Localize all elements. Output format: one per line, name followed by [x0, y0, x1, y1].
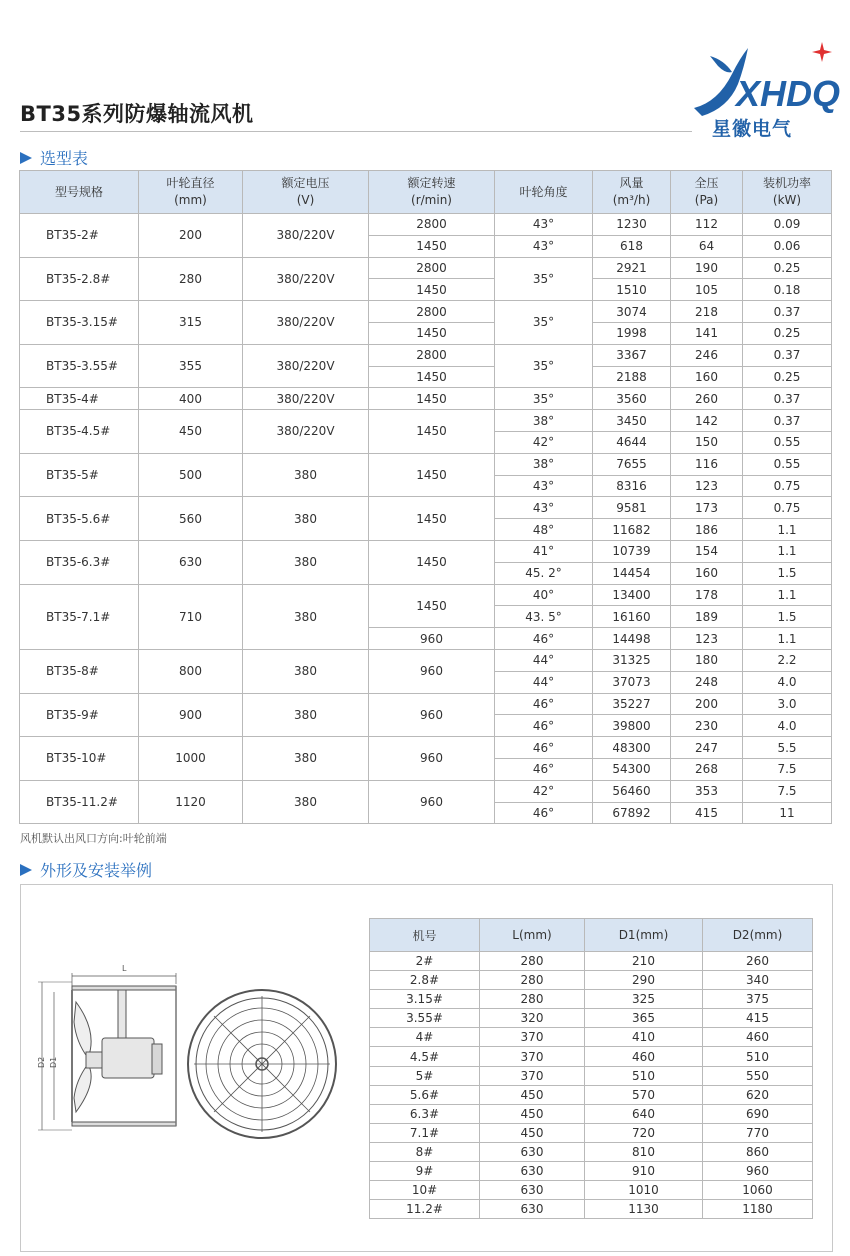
power-cell: 7.5 [743, 758, 832, 780]
angle-cell: 46° [495, 737, 593, 759]
voltage-cell: 380 [243, 584, 369, 649]
diameter-cell: 200 [139, 214, 243, 258]
pressure-cell: 180 [671, 649, 743, 671]
model-cell: BT35-3.15# [20, 301, 139, 345]
angle-cell: 43° [495, 497, 593, 519]
table-cell: 3.15# [370, 990, 480, 1009]
table-row [370, 1066, 813, 1085]
table-cell: 570 [585, 1085, 703, 1104]
angle-cell: 46° [495, 628, 593, 650]
flow-cell: 54300 [593, 758, 671, 780]
spec-table [19, 170, 832, 824]
page-title: BT35系列防爆轴流风机 [20, 102, 254, 126]
model-cell: BT35-6.3# [20, 540, 139, 584]
speed-cell: 1450 [369, 322, 495, 344]
power-cell: 4.0 [743, 671, 832, 693]
model-cell: BT35-4# [20, 388, 139, 410]
table-cell: 9# [370, 1162, 480, 1181]
angle-cell: 48° [495, 519, 593, 541]
table-row [20, 649, 832, 671]
angle-cell: 44° [495, 671, 593, 693]
speed-cell: 1450 [369, 584, 495, 628]
pressure-cell: 189 [671, 606, 743, 628]
voltage-cell: 380/220V [243, 410, 369, 454]
power-cell: 1.1 [743, 540, 832, 562]
table-cell: 365 [585, 1009, 703, 1028]
table-cell: 1060 [703, 1181, 813, 1200]
diameter-cell: 280 [139, 257, 243, 301]
flow-cell: 2921 [593, 257, 671, 279]
table-row [370, 1142, 813, 1161]
table-row [20, 737, 832, 759]
pressure-cell: 268 [671, 758, 743, 780]
speed-cell: 1450 [369, 453, 495, 497]
table-row [20, 257, 832, 279]
section-selection-label: 选型表 [40, 149, 89, 168]
table-row [370, 1028, 813, 1047]
speed-cell: 960 [369, 628, 495, 650]
table-cell: 320 [480, 1009, 585, 1028]
table-cell: 450 [480, 1104, 585, 1123]
table-cell: 8# [370, 1142, 480, 1161]
angle-cell: 35° [495, 344, 593, 388]
flow-cell: 48300 [593, 737, 671, 759]
flow-cell: 14454 [593, 562, 671, 584]
flow-cell: 9581 [593, 497, 671, 519]
power-cell: 0.25 [743, 322, 832, 344]
power-cell: 0.37 [743, 388, 832, 410]
table-cell: 2# [370, 952, 480, 971]
diameter-cell: 450 [139, 410, 243, 454]
table-cell: 770 [703, 1123, 813, 1142]
table-row [370, 1009, 813, 1028]
triangle-icon [20, 152, 32, 164]
diameter-cell: 315 [139, 301, 243, 345]
table-cell: 4# [370, 1028, 480, 1047]
model-cell: BT35-4.5# [20, 410, 139, 454]
power-cell: 0.25 [743, 366, 832, 388]
dim-header-row [370, 919, 813, 952]
model-cell: BT35-5.6# [20, 497, 139, 541]
angle-cell: 42° [495, 431, 593, 453]
voltage-cell: 380 [243, 540, 369, 584]
power-cell: 0.09 [743, 214, 832, 236]
pressure-cell: 246 [671, 344, 743, 366]
table-row [20, 344, 832, 366]
label-length: L [122, 964, 127, 973]
table-row [20, 453, 832, 475]
model-cell: BT35-2.8# [20, 257, 139, 301]
flow-cell: 39800 [593, 715, 671, 737]
table-cell: 450 [480, 1085, 585, 1104]
speed-cell: 960 [369, 693, 495, 737]
pressure-cell: 218 [671, 301, 743, 323]
angle-cell: 43° [495, 214, 593, 236]
angle-cell: 43. 5° [495, 606, 593, 628]
column-header: L(mm) [480, 919, 585, 952]
flow-cell: 4644 [593, 431, 671, 453]
speed-cell: 1450 [369, 279, 495, 301]
power-cell: 1.1 [743, 519, 832, 541]
speed-cell: 2800 [369, 301, 495, 323]
logo-lettering: XHDQ [736, 73, 841, 114]
angle-cell: 38° [495, 453, 593, 475]
table-cell: 1010 [585, 1181, 703, 1200]
table-row [20, 693, 832, 715]
table-row [20, 584, 832, 606]
power-cell: 0.37 [743, 301, 832, 323]
angle-cell: 46° [495, 802, 593, 824]
table-cell: 370 [480, 1066, 585, 1085]
table-cell: 260 [703, 952, 813, 971]
pressure-cell: 353 [671, 780, 743, 802]
fan-front-view [188, 990, 336, 1138]
pressure-cell: 64 [671, 235, 743, 257]
voltage-cell: 380 [243, 780, 369, 824]
table-cell: 690 [703, 1104, 813, 1123]
flow-cell: 11682 [593, 519, 671, 541]
column-header: 装机功率 (kW) [743, 171, 832, 214]
table-row [370, 1162, 813, 1181]
table-cell: 2.8# [370, 971, 480, 990]
table-cell: 290 [585, 971, 703, 990]
model-cell: BT35-10# [20, 737, 139, 781]
power-cell: 1.5 [743, 606, 832, 628]
angle-cell: 38° [495, 410, 593, 432]
flow-cell: 2188 [593, 366, 671, 388]
column-header: 叶轮角度 [495, 171, 593, 214]
table-row [370, 971, 813, 990]
pressure-cell: 260 [671, 388, 743, 410]
flow-cell: 67892 [593, 802, 671, 824]
power-cell: 0.18 [743, 279, 832, 301]
column-header: 型号规格 [20, 171, 139, 214]
table-cell: 460 [585, 1047, 703, 1066]
table-row [370, 1200, 813, 1219]
table-cell: 450 [480, 1123, 585, 1142]
table-cell: 340 [703, 971, 813, 990]
power-cell: 0.55 [743, 453, 832, 475]
pressure-cell: 142 [671, 410, 743, 432]
speed-cell: 960 [369, 737, 495, 781]
flow-cell: 7655 [593, 453, 671, 475]
angle-cell: 35° [495, 257, 593, 301]
angle-cell: 41° [495, 540, 593, 562]
pressure-cell: 190 [671, 257, 743, 279]
diameter-cell: 630 [139, 540, 243, 584]
pressure-cell: 415 [671, 802, 743, 824]
voltage-cell: 380 [243, 737, 369, 781]
column-header: D1(mm) [585, 919, 703, 952]
flow-cell: 14498 [593, 628, 671, 650]
label-d2: D2 [37, 1056, 46, 1068]
table-cell: 460 [703, 1028, 813, 1047]
table-cell: 810 [585, 1142, 703, 1161]
fan-drawing [36, 964, 336, 1152]
flow-cell: 1998 [593, 322, 671, 344]
power-cell: 0.55 [743, 431, 832, 453]
table-cell: 280 [480, 952, 585, 971]
table-cell: 510 [703, 1047, 813, 1066]
pressure-cell: 160 [671, 562, 743, 584]
flow-cell: 3367 [593, 344, 671, 366]
diameter-cell: 560 [139, 497, 243, 541]
voltage-cell: 380/220V [243, 301, 369, 345]
voltage-cell: 380 [243, 693, 369, 737]
fan-side-view [37, 964, 176, 1130]
voltage-cell: 380 [243, 649, 369, 693]
power-cell: 0.06 [743, 235, 832, 257]
table-cell: 280 [480, 990, 585, 1009]
power-cell: 0.37 [743, 344, 832, 366]
model-cell: BT35-3.55# [20, 344, 139, 388]
table-cell: 410 [585, 1028, 703, 1047]
pressure-cell: 186 [671, 519, 743, 541]
section-appearance [20, 858, 152, 881]
table-row [370, 1047, 813, 1066]
table-cell: 630 [480, 1181, 585, 1200]
angle-cell: 45. 2° [495, 562, 593, 584]
pressure-cell: 178 [671, 584, 743, 606]
pressure-cell: 230 [671, 715, 743, 737]
table-cell: 620 [703, 1085, 813, 1104]
model-cell: BT35-9# [20, 693, 139, 737]
table-cell: 325 [585, 990, 703, 1009]
angle-cell: 35° [495, 388, 593, 410]
diameter-cell: 355 [139, 344, 243, 388]
flow-cell: 35227 [593, 693, 671, 715]
model-cell: BT35-11.2# [20, 780, 139, 824]
voltage-cell: 380/220V [243, 388, 369, 410]
speed-cell: 2800 [369, 257, 495, 279]
title-divider [20, 131, 692, 132]
diameter-cell: 1000 [139, 737, 243, 781]
power-cell: 11 [743, 802, 832, 824]
table-row [20, 410, 832, 432]
table-cell: 210 [585, 952, 703, 971]
speed-cell: 1450 [369, 540, 495, 584]
flow-cell: 618 [593, 235, 671, 257]
table-cell: 375 [703, 990, 813, 1009]
table-row [370, 952, 813, 971]
angle-cell: 46° [495, 693, 593, 715]
voltage-cell: 380/220V [243, 257, 369, 301]
flow-cell: 8316 [593, 475, 671, 497]
pressure-cell: 200 [671, 693, 743, 715]
angle-cell: 46° [495, 715, 593, 737]
voltage-cell: 380/220V [243, 214, 369, 258]
voltage-cell: 380/220V [243, 344, 369, 388]
table-row [20, 388, 832, 410]
pressure-cell: 173 [671, 497, 743, 519]
flow-cell: 13400 [593, 584, 671, 606]
pressure-cell: 160 [671, 366, 743, 388]
table-cell: 3.55# [370, 1009, 480, 1028]
voltage-cell: 380 [243, 497, 369, 541]
pressure-cell: 247 [671, 737, 743, 759]
table-cell: 550 [703, 1066, 813, 1085]
power-cell: 0.25 [743, 257, 832, 279]
model-cell: BT35-2# [20, 214, 139, 258]
pressure-cell: 112 [671, 214, 743, 236]
flow-cell: 56460 [593, 780, 671, 802]
angle-cell: 46° [495, 758, 593, 780]
angle-cell: 40° [495, 584, 593, 606]
power-cell: 4.0 [743, 715, 832, 737]
table-cell: 630 [480, 1142, 585, 1161]
power-cell: 5.5 [743, 737, 832, 759]
table-cell: 510 [585, 1066, 703, 1085]
voltage-cell: 380 [243, 453, 369, 497]
speed-cell: 1450 [369, 410, 495, 454]
pressure-cell: 116 [671, 453, 743, 475]
table-cell: 5.6# [370, 1085, 480, 1104]
speed-cell: 2800 [369, 214, 495, 236]
flow-cell: 3450 [593, 410, 671, 432]
table-cell: 860 [703, 1142, 813, 1161]
table-row [20, 301, 832, 323]
table-row [20, 214, 832, 236]
table-cell: 280 [480, 971, 585, 990]
column-header: D2(mm) [703, 919, 813, 952]
pressure-cell: 105 [671, 279, 743, 301]
table-cell: 1180 [703, 1200, 813, 1219]
flow-cell: 1230 [593, 214, 671, 236]
dimension-table [369, 918, 813, 1219]
model-cell: BT35-7.1# [20, 584, 139, 649]
table-cell: 720 [585, 1123, 703, 1142]
flow-cell: 1510 [593, 279, 671, 301]
flow-cell: 10739 [593, 540, 671, 562]
speed-cell: 1450 [369, 366, 495, 388]
table-cell: 960 [703, 1162, 813, 1181]
table-cell: 370 [480, 1028, 585, 1047]
speed-cell: 1450 [369, 388, 495, 410]
speed-cell: 1450 [369, 235, 495, 257]
angle-cell: 43° [495, 475, 593, 497]
table-cell: 415 [703, 1009, 813, 1028]
table-cell: 7.1# [370, 1123, 480, 1142]
table-row [370, 1181, 813, 1200]
table-row [370, 1123, 813, 1142]
power-cell: 3.0 [743, 693, 832, 715]
power-cell: 7.5 [743, 780, 832, 802]
brand-name: 星徽电气 [712, 118, 793, 140]
angle-cell: 35° [495, 301, 593, 345]
flow-cell: 3074 [593, 301, 671, 323]
note-text: 风机默认出风口方向:叶轮前端 [20, 832, 167, 845]
section-selection [20, 146, 88, 169]
table-cell: 910 [585, 1162, 703, 1181]
diameter-cell: 710 [139, 584, 243, 649]
pressure-cell: 154 [671, 540, 743, 562]
diameter-cell: 800 [139, 649, 243, 693]
pressure-cell: 141 [671, 322, 743, 344]
column-header: 叶轮直径 (mm) [139, 171, 243, 214]
column-header: 全压 (Pa) [671, 171, 743, 214]
diameter-cell: 500 [139, 453, 243, 497]
flow-cell: 16160 [593, 606, 671, 628]
angle-cell: 42° [495, 780, 593, 802]
power-cell: 0.37 [743, 410, 832, 432]
table-cell: 1130 [585, 1200, 703, 1219]
table-row [370, 1104, 813, 1123]
flow-cell: 31325 [593, 649, 671, 671]
table-cell: 630 [480, 1162, 585, 1181]
column-header: 机号 [370, 919, 480, 952]
table-cell: 10# [370, 1181, 480, 1200]
label-d1: D1 [49, 1056, 58, 1068]
flow-cell: 37073 [593, 671, 671, 693]
power-cell: 0.75 [743, 475, 832, 497]
power-cell: 2.2 [743, 649, 832, 671]
power-cell: 1.1 [743, 584, 832, 606]
spec-header-row [20, 171, 832, 214]
speed-cell: 960 [369, 780, 495, 824]
column-header: 额定转速 (r/min) [369, 171, 495, 214]
column-header: 风量 (m³/h) [593, 171, 671, 214]
pressure-cell: 248 [671, 671, 743, 693]
table-row [20, 780, 832, 802]
power-cell: 0.75 [743, 497, 832, 519]
pressure-cell: 123 [671, 628, 743, 650]
pressure-cell: 150 [671, 431, 743, 453]
star-icon [812, 42, 832, 62]
table-row [370, 1085, 813, 1104]
table-cell: 640 [585, 1104, 703, 1123]
angle-cell: 44° [495, 649, 593, 671]
section-appearance-label: 外形及安装举例 [40, 861, 153, 880]
table-cell: 630 [480, 1200, 585, 1219]
table-cell: 370 [480, 1047, 585, 1066]
speed-cell: 960 [369, 649, 495, 693]
model-cell: BT35-8# [20, 649, 139, 693]
diameter-cell: 900 [139, 693, 243, 737]
flow-cell: 3560 [593, 388, 671, 410]
table-cell: 6.3# [370, 1104, 480, 1123]
power-cell: 1.5 [743, 562, 832, 584]
table-row [20, 497, 832, 519]
table-cell: 11.2# [370, 1200, 480, 1219]
diameter-cell: 1120 [139, 780, 243, 824]
table-cell: 4.5# [370, 1047, 480, 1066]
power-cell: 1.1 [743, 628, 832, 650]
model-cell: BT35-5# [20, 453, 139, 497]
speed-cell: 1450 [369, 497, 495, 541]
column-header: 额定电压 (V) [243, 171, 369, 214]
diameter-cell: 400 [139, 388, 243, 410]
triangle-icon [20, 864, 32, 876]
speed-cell: 2800 [369, 344, 495, 366]
table-row [370, 990, 813, 1009]
pressure-cell: 123 [671, 475, 743, 497]
table-row [20, 540, 832, 562]
table-cell: 5# [370, 1066, 480, 1085]
angle-cell: 43° [495, 235, 593, 257]
